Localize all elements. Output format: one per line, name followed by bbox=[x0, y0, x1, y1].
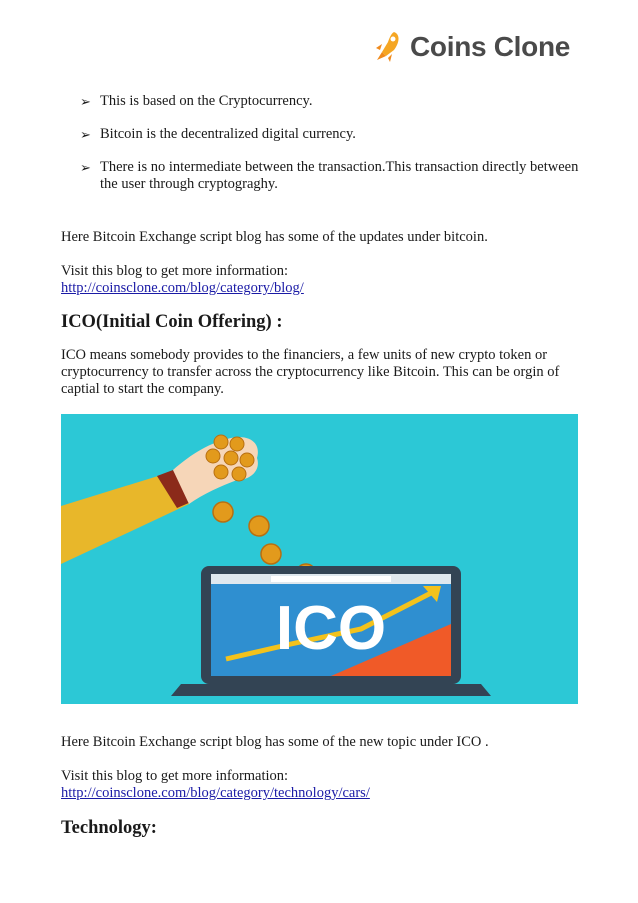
blog-link[interactable]: http://coinsclone.com/blog/category/blog/ bbox=[61, 280, 304, 296]
brand-logo bbox=[374, 30, 570, 64]
arrow-bullet-icon: ➢ bbox=[80, 160, 91, 175]
ico-image-text: ICO bbox=[275, 594, 387, 663]
rocket-icon bbox=[374, 30, 402, 64]
bullet-list bbox=[80, 93, 580, 209]
visit-text-2: Visit this blog to get more information: bbox=[61, 768, 289, 784]
arrow-bullet-icon: ➢ bbox=[80, 94, 91, 109]
technology-heading: Technology: bbox=[61, 818, 157, 838]
ico-intro: Here Bitcoin Exchange script blog has some of the new topic under ICO . bbox=[61, 734, 489, 750]
ico-body: ICO means somebody provides to the financiers, a few units of new crypto token or cryptocurrency to transfer across the cryptocurrency like Bitcoin. This can be orgin of captial to start the company. bbox=[61, 347, 560, 397]
arrow-bullet-icon: ➢ bbox=[80, 127, 91, 142]
ico-blog-link[interactable]: http://coinsclone.com/blog/category/technology/cars/ bbox=[61, 785, 370, 801]
brand-name: Coins Clone bbox=[410, 31, 571, 62]
list-item: ➢ This is based on the Cryptocurrency. bbox=[80, 93, 313, 109]
list-item: ➢ There is no intermediate between the transaction.This transaction directly between the user through cryptograghy. bbox=[80, 159, 579, 192]
visit-text: Visit this blog to get more information: bbox=[61, 263, 289, 279]
bitcoin-intro: Here Bitcoin Exchange script blog has some of the updates under bitcoin. bbox=[61, 229, 488, 245]
ico-illustration bbox=[61, 414, 578, 704]
list-item: ➢ Bitcoin is the decentralized digital currency. bbox=[80, 126, 356, 142]
ico-heading: ICO(Initial Coin Offering) : bbox=[61, 312, 283, 332]
